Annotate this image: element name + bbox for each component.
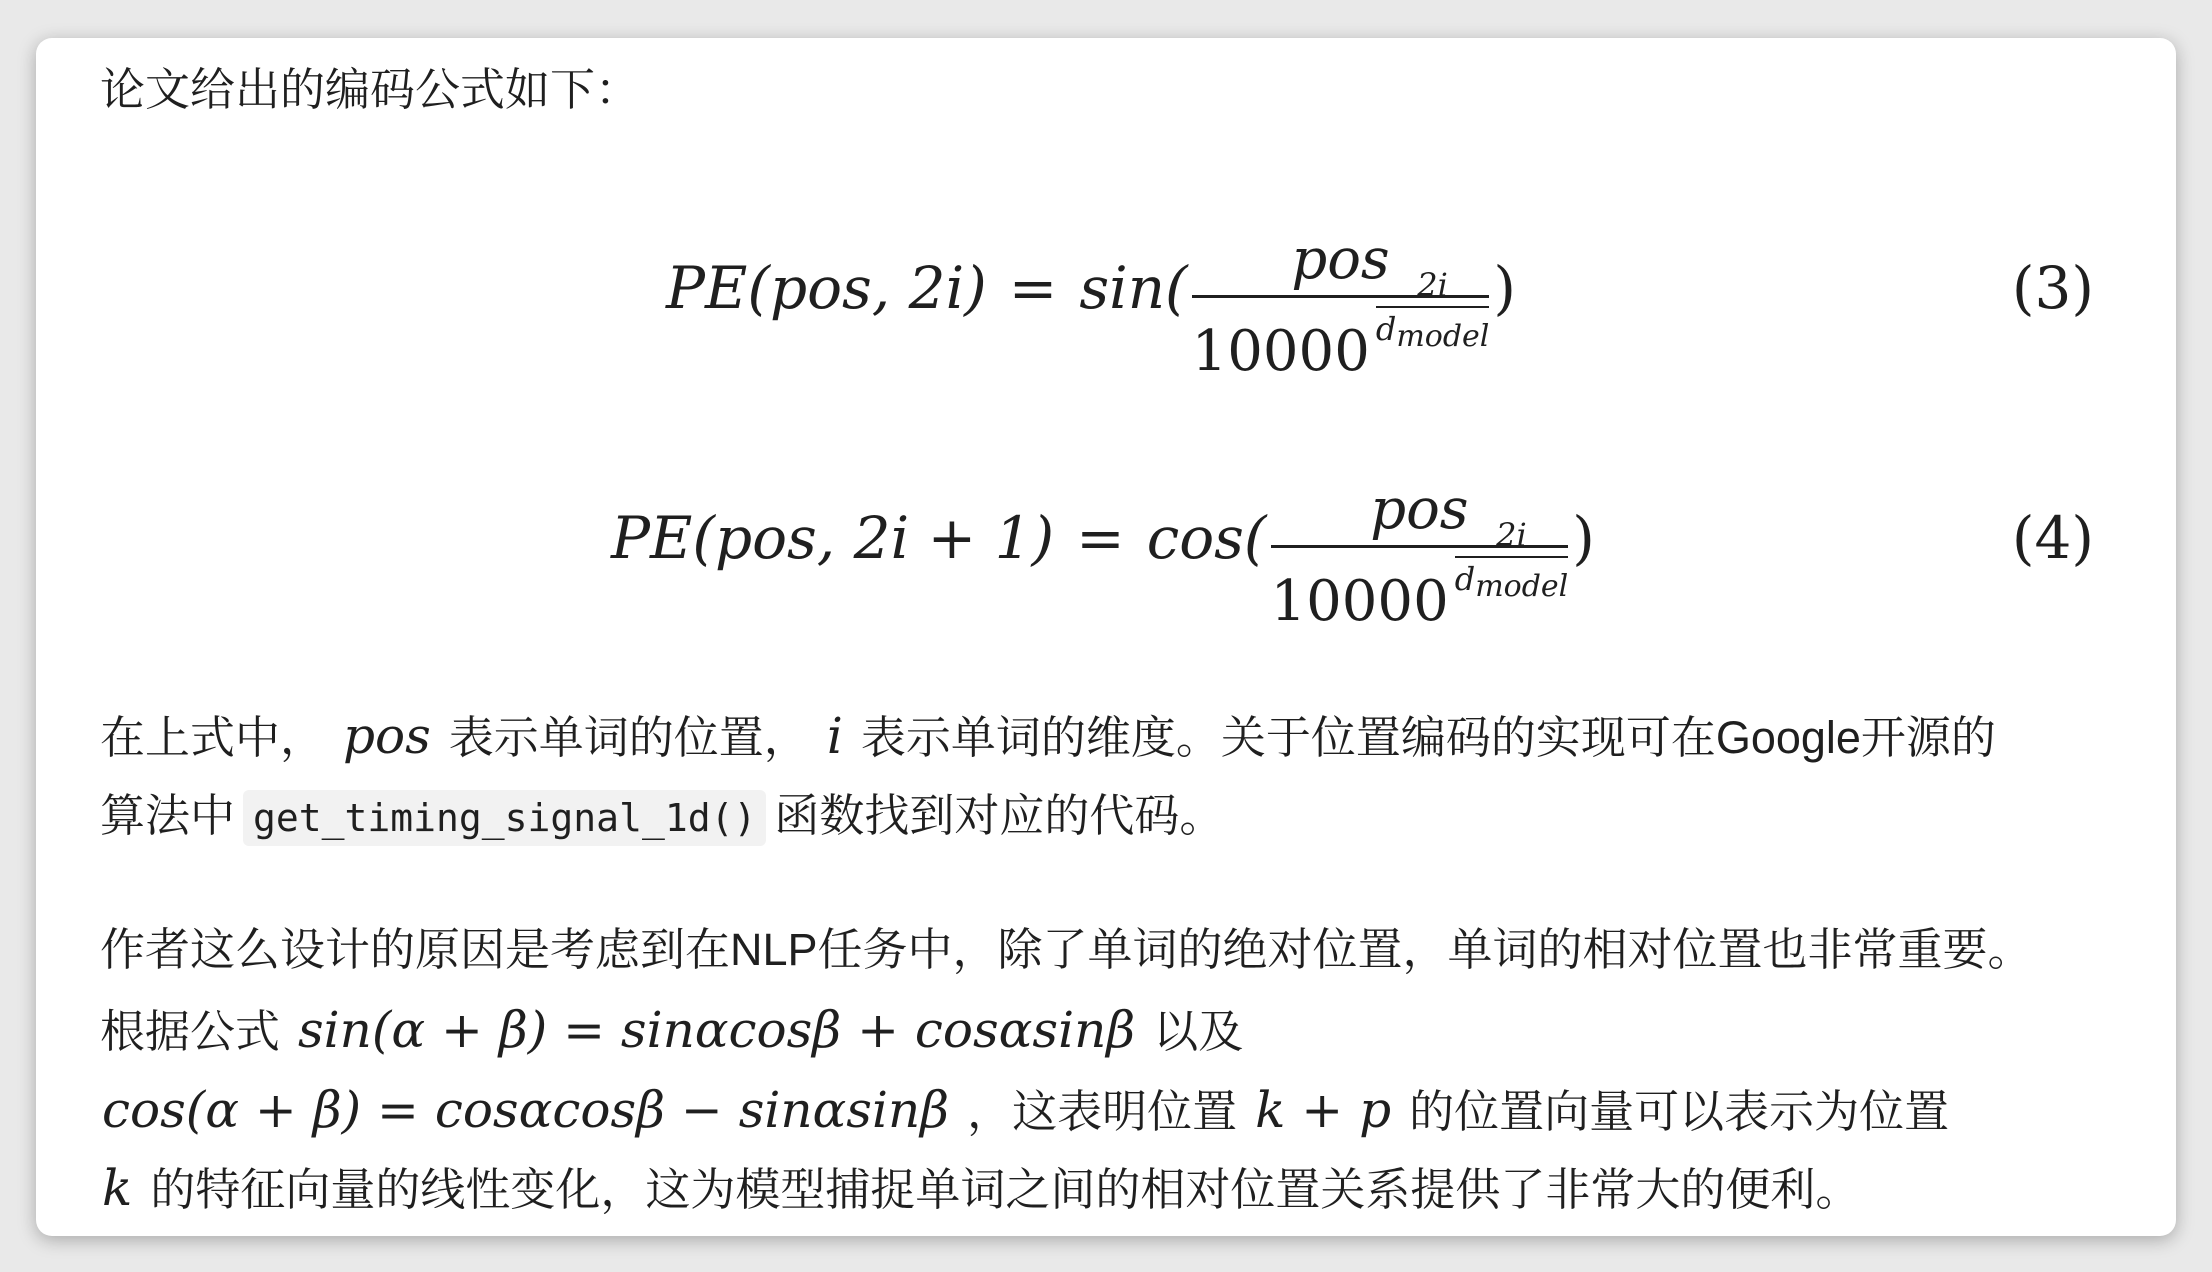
eq4-number: (4): [2011, 504, 2094, 572]
eq3-close: ): [1493, 254, 1517, 322]
eq4-equals: =: [1076, 504, 1125, 572]
eq4-numerator: pos: [1370, 476, 1469, 542]
eq3-number: (3): [2011, 254, 2094, 322]
para2-line4: k 的特征向量的线性变化，这为模型捕捉单词之间的相对位置关系提供了非常大的便利。: [84, 1158, 1860, 1220]
cos-sum-formula: cos(α + β) = cosαcosβ − sinαsinβ: [102, 1081, 950, 1139]
sin-sum-formula: sin(α + β) = sinαcosβ + cosαsinβ: [298, 1001, 1136, 1059]
eq3-fraction: [1192, 225, 1490, 392]
eq4-exp-den: $d_{model}$: [1454, 559, 1569, 604]
para2-line1: 作者这么设计的原因是考虑到在NLP任务中，除了单词的绝对位置，单词的相对位置也非常重要。: [100, 924, 2033, 975]
para2-line2: 根据公式 sin(α + β) = sinαcosβ + cosαsinβ 以及: [100, 1001, 1244, 1059]
k-variable: k: [102, 1159, 133, 1217]
eq3-exp-num: 2i: [1417, 265, 1448, 304]
equation-4: [36, 428, 2176, 648]
eq4-func: cos(: [1146, 504, 1267, 572]
eq3-exp-bar: [1376, 306, 1490, 308]
para1-line1: 在上式中， pos 表示单词的位置， i 表示单词的维度。关于位置编码的实现可在Google开源的: [100, 707, 1996, 765]
pos-variable: pos: [343, 707, 431, 765]
eq3-equals: =: [1008, 254, 1058, 322]
eq4-denominator: [1270, 515, 1569, 642]
eq4-exp-bar: [1455, 556, 1569, 558]
eq3-exponent: [1376, 266, 1490, 354]
article-card: [36, 38, 2176, 1236]
para2-line3: cos(α + β) = cosαcosβ − sinαsinβ ，这表明位置 k + p 的位置向量可以表示为位置: [84, 1080, 1949, 1142]
eq4-lhs: PE(pos, 2i + 1): [611, 504, 1055, 572]
eq3-numerator: pos: [1291, 226, 1390, 292]
eq3-denominator: [1191, 265, 1490, 392]
para1-line2: 算法中 get_timing_signal_1d() 函数找到对应的代码。: [100, 786, 1224, 848]
i-variable: i: [826, 707, 843, 765]
code-function-name: get_timing_signal_1d(): [243, 790, 766, 846]
eq4-base: 10000: [1270, 568, 1449, 634]
eq3-func: sin(: [1079, 254, 1188, 322]
eq3-lhs: PE(pos, 2i): [666, 254, 987, 322]
k-plus-p: k + p: [1255, 1081, 1392, 1139]
eq4-fraction: [1271, 475, 1569, 642]
eq3-base: 10000: [1191, 318, 1370, 384]
eq4-close: ): [1572, 504, 1595, 572]
eq3-exp-den: $d_{model}$: [1375, 309, 1490, 354]
eq4-exponent: [1455, 516, 1569, 604]
intro-text: 论文给出的编码公式如下：: [100, 64, 641, 115]
equation-3: [36, 178, 2176, 398]
eq4-exp-num: 2i: [1496, 515, 1527, 554]
